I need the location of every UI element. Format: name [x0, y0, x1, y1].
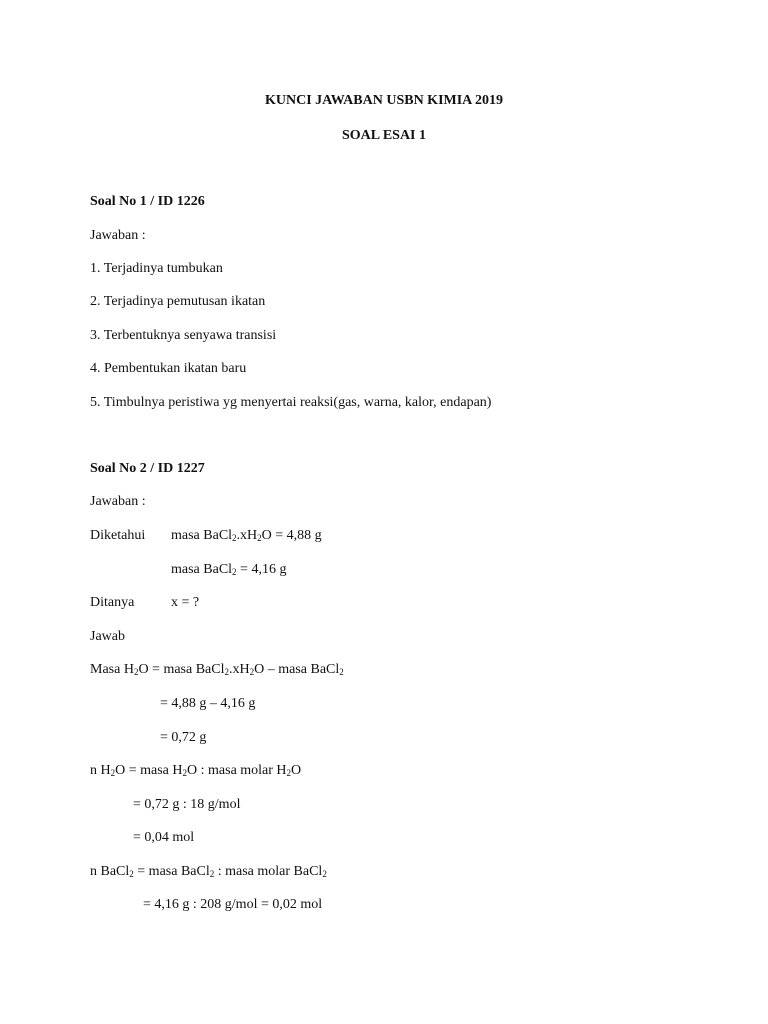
- known-label: Diketahui: [90, 528, 146, 543]
- asked-value: x = ?: [171, 595, 200, 610]
- water-mass-step-2: = 0,72 g: [160, 730, 207, 745]
- water-moles-equation: n $H_2O$ = masa $H_2O$ : masa molar $H_2O$: [90, 763, 302, 778]
- known-hydrate-mass: masa $BaCl_2.xH_2O = 4,88$ g: [171, 528, 322, 543]
- bacl2-moles-equation: n BaCl$_2$ = masa BaCl$_2$ : masa molar BaCl$_2$: [90, 864, 327, 879]
- question-1-item-5: 5. Timbulnya peristiwa yg menyertai reaksi(gas, warna, kalor, endapan): [90, 395, 492, 410]
- question-1-item-3: 3. Terbentuknya senyawa transisi: [90, 328, 277, 343]
- question-1-heading: Soal No 1 / ID 1226: [90, 194, 205, 209]
- question-1-item-4: 4. Pembentukan ikatan baru: [90, 361, 247, 376]
- document-subtitle: SOAL ESAI 1: [341, 128, 427, 143]
- bacl2-moles-step-1: = 4,16 g : 208 g/mol = 0,02 mol: [143, 897, 323, 912]
- question-1-item-1: 1. Terjadinya tumbukan: [90, 261, 223, 276]
- asked-label: Ditanya: [90, 595, 135, 610]
- water-mass-step-1: = 4,88 g – 4,16 g: [160, 696, 256, 711]
- question-1-item-2: 2. Terjadinya pemutusan ikatan: [90, 294, 266, 309]
- question-2-heading: Soal No 2 / ID 1227: [90, 461, 205, 476]
- known-anhydrous-mass: masa BaCl$_2$ = 4,16 g: [171, 562, 287, 577]
- water-mass-equation: Masa $H_2O$ = masa $BaCl_2.xH_2O$ – masa BaCl$_2$: [90, 662, 344, 677]
- question-1-answer-label: Jawaban :: [90, 228, 146, 243]
- water-moles-step-1: = 0,72 g : 18 g/mol: [133, 797, 241, 812]
- water-moles-step-2: = 0,04 mol: [133, 830, 195, 845]
- question-2-answer-label: Jawaban :: [90, 494, 146, 509]
- solve-label: Jawab: [90, 629, 125, 644]
- document-title: KUNCI JAWABAN USBN KIMIA 2019: [264, 93, 504, 108]
